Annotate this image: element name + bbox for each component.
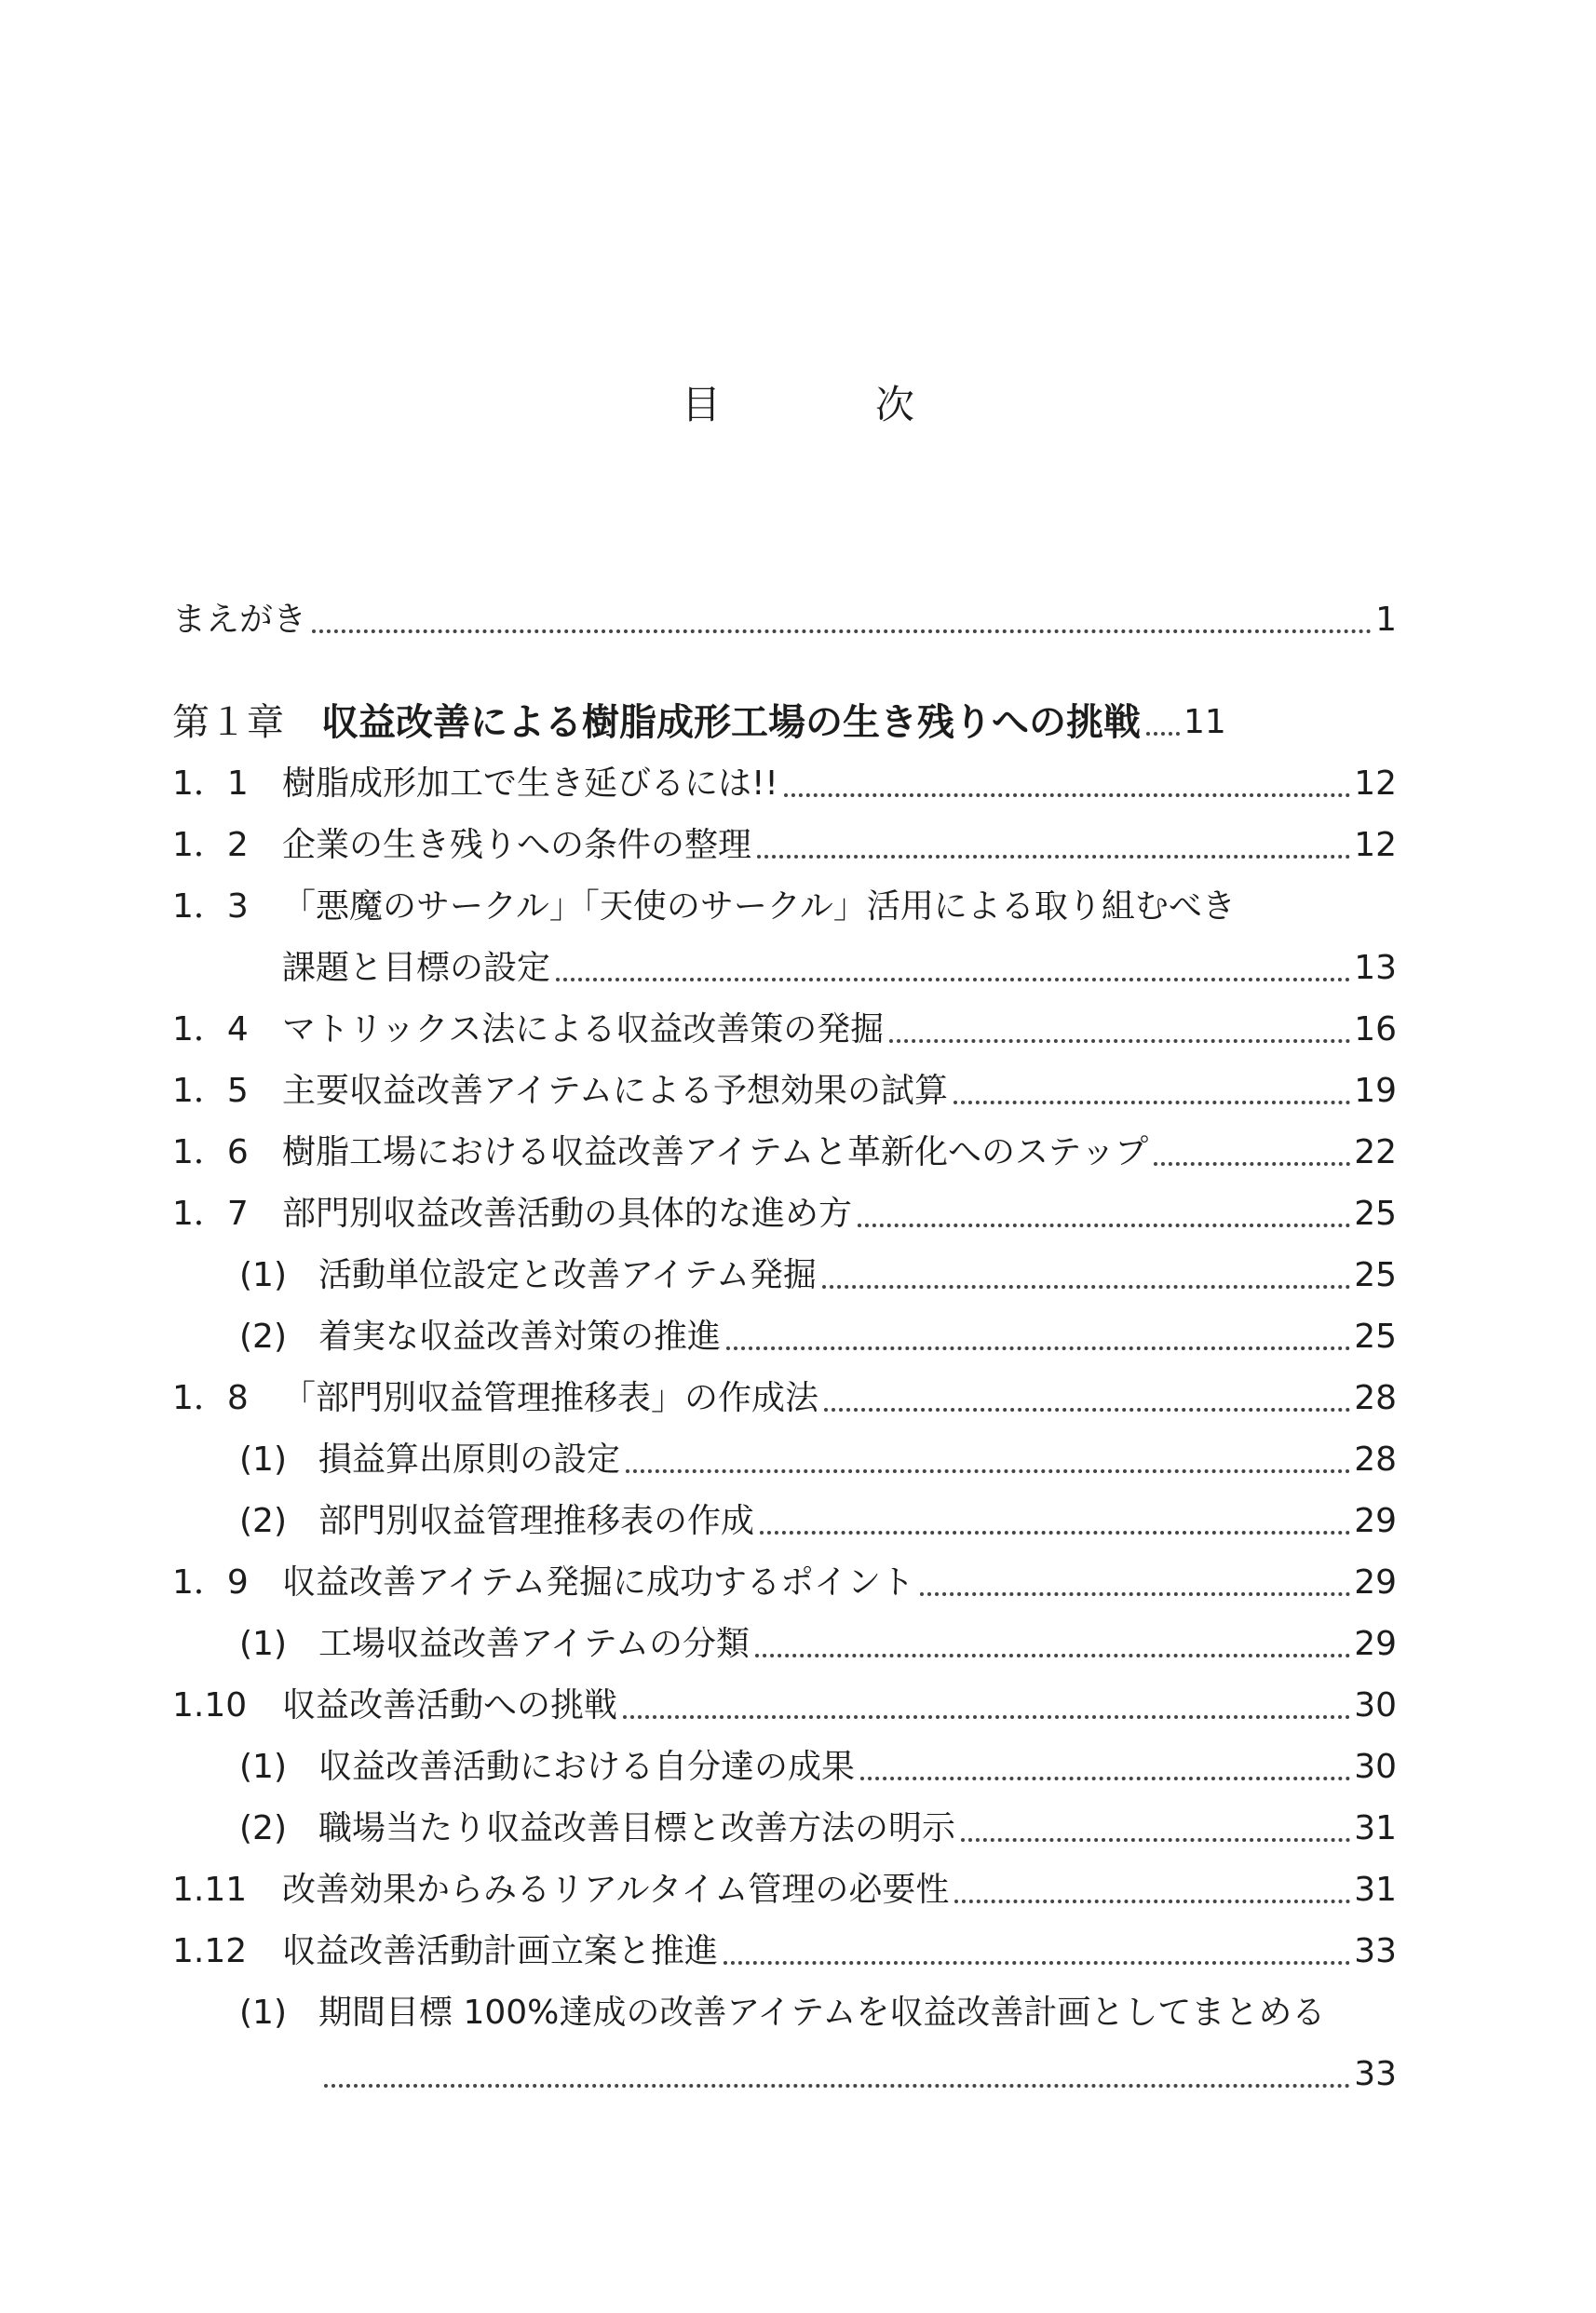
chapter-title: 収益改善による樹脂成形工場の生き残りへの挑戦 [321, 701, 1141, 744]
toc-entry[interactable] [172, 1052, 1397, 1114]
toc-page-number: 33 [1354, 2055, 1397, 2093]
toc-section-number: (2) [239, 1318, 287, 1356]
toc-entry[interactable] [172, 1175, 1397, 1237]
toc-page-number: 31 [1354, 1871, 1397, 1909]
toc-section-number: 1．7 [172, 1195, 249, 1233]
page-title: 目 次 [681, 382, 972, 427]
toc-entry-text: 活動単位設定と改善アイテム発掘 [318, 1256, 817, 1294]
toc-section-number: 1.12 [172, 1932, 248, 1970]
dot-leader [822, 1244, 1350, 1289]
toc-entry-text: 樹脂成形加工で生き延びるには!! [282, 764, 778, 803]
toc-section-number: 1．5 [172, 1072, 249, 1110]
toc-entry[interactable] [172, 1544, 1397, 1605]
dot-leader [623, 1674, 1350, 1719]
toc-page-number: 29 [1354, 1502, 1397, 1540]
dot-leader [1146, 691, 1180, 736]
toc-section-number: 1．1 [172, 764, 249, 803]
toc-entry[interactable] [172, 1851, 1397, 1913]
toc-entry[interactable] [172, 991, 1397, 1052]
toc-entry[interactable] [172, 1237, 1397, 1298]
toc-page-number: 12 [1354, 764, 1397, 803]
toc-section-number: 1．9 [172, 1563, 249, 1602]
dot-leader [784, 752, 1350, 797]
toc-section-number: 1.11 [172, 1871, 248, 1909]
toc-page-number: 12 [1354, 826, 1397, 864]
toc-entry[interactable] [172, 1790, 1397, 1851]
toc-entry-text: 収益改善活動における自分達の成果 [318, 1748, 856, 1786]
toc-section-number: 1．8 [172, 1379, 249, 1417]
toc-page-number: 30 [1354, 1686, 1397, 1725]
toc-entry-text: 部門別収益改善活動の具体的な進め方 [282, 1195, 853, 1233]
toc-entry[interactable] [172, 806, 1397, 868]
dot-leader [920, 1551, 1350, 1596]
toc-page-number: 28 [1354, 1379, 1397, 1417]
toc-entry-text: 部門別収益管理推移表の作成 [318, 1502, 755, 1540]
toc-page-number: 25 [1354, 1318, 1397, 1356]
dot-leader [824, 1367, 1350, 1412]
toc-entry[interactable] [172, 745, 1397, 806]
toc-entry[interactable] [172, 1482, 1397, 1544]
toc-page-number: 30 [1354, 1748, 1397, 1786]
toc-entry-preface[interactable] [172, 568, 1397, 642]
dot-leader [726, 1305, 1350, 1350]
toc-entry[interactable] [172, 868, 1397, 929]
toc-section-number: (2) [239, 1502, 287, 1540]
toc-page-number: 11 [1183, 703, 1226, 741]
toc-entry-text: 期間目標 100%達成の改善アイテムを収益改善計画としてまとめる [318, 1994, 1326, 2032]
toc-page-number: 31 [1354, 1809, 1397, 1847]
toc-entry[interactable] [172, 2036, 1397, 2097]
toc-entry[interactable] [172, 929, 1397, 991]
toc-section-number: (1) [239, 1625, 287, 1663]
dot-leader [954, 1060, 1350, 1104]
toc-section-number: 1.10 [172, 1686, 248, 1725]
toc-entry-text: 損益算出原則の設定 [318, 1441, 621, 1479]
toc-entry-text: 企業の生き残りへの条件の整理 [282, 826, 752, 864]
toc-entry-text: 職場当たり収益改善目標と改善方法の明示 [318, 1809, 956, 1847]
toc-page-number: 29 [1354, 1563, 1397, 1602]
dot-leader [312, 588, 1372, 633]
dot-leader [954, 1859, 1350, 1903]
toc-entry[interactable] [172, 1421, 1397, 1482]
toc-page-number: 16 [1354, 1010, 1397, 1048]
toc-section-number: 1．3 [172, 887, 249, 926]
toc-entry-text: マトリックス法による収益改善策の発掘 [282, 1010, 885, 1048]
toc-entry-text: 収益改善活動への挑戦 [282, 1686, 618, 1725]
toc-entry-text: 課題と目標の設定 [282, 949, 551, 987]
dot-leader [324, 2043, 1350, 2088]
toc-section-number: (1) [239, 1441, 287, 1479]
toc-entry-chapter-1[interactable] [172, 642, 1397, 745]
toc-entry[interactable] [172, 1728, 1397, 1790]
toc-entry[interactable] [172, 1359, 1397, 1421]
dot-leader [860, 1736, 1350, 1780]
toc-page-number: 33 [1354, 1932, 1397, 1970]
dot-leader [858, 1183, 1350, 1227]
toc-section-number: (1) [239, 1256, 287, 1294]
toc-entry-text: 「部門別収益管理推移表」の作成法 [282, 1379, 819, 1417]
toc-page-number: 19 [1354, 1072, 1397, 1110]
chapter-heading [172, 700, 1141, 745]
toc-entry-text: 着実な収益改善対策の推進 [318, 1318, 722, 1356]
toc-entry[interactable] [172, 1974, 1397, 2036]
toc-entry[interactable] [172, 1667, 1397, 1728]
toc-page-number: 29 [1354, 1625, 1397, 1663]
toc-entry-text: 改善効果からみるリアルタイム管理の必要性 [282, 1871, 950, 1909]
dot-leader [961, 1797, 1350, 1842]
dot-leader [755, 1613, 1350, 1657]
toc-entry-text: まえがき [172, 601, 307, 639]
toc-entry-text: 主要収益改善アイテムによる予想効果の試算 [282, 1072, 948, 1110]
toc-page-number: 1 [1375, 601, 1397, 639]
chapter-label: 第１章 [172, 701, 284, 744]
dot-leader [760, 1490, 1350, 1535]
toc-section-number: (1) [239, 1748, 287, 1786]
table-of-contents [172, 568, 1397, 2097]
toc-section-number: (1) [239, 1994, 287, 2032]
toc-page-number: 22 [1354, 1133, 1397, 1171]
toc-entry[interactable] [172, 1298, 1397, 1359]
toc-entry[interactable] [172, 1114, 1397, 1175]
dot-leader [889, 998, 1350, 1043]
dot-leader [724, 1920, 1350, 1965]
toc-entry-text: 樹脂工場における収益改善アイテムと革新化へのステップ [282, 1133, 1149, 1171]
toc-entry[interactable] [172, 1913, 1397, 1974]
dot-leader [626, 1428, 1350, 1473]
toc-entry-text: 工場収益改善アイテムの分類 [318, 1625, 750, 1663]
dot-leader [757, 814, 1350, 859]
toc-entry-text: 収益改善活動計画立案と推進 [282, 1932, 719, 1970]
toc-section-number: 1．6 [172, 1133, 249, 1171]
toc-page-number: 25 [1354, 1195, 1397, 1233]
toc-section-number: 1．4 [172, 1010, 249, 1048]
toc-entry-text: 収益改善アイテム発掘に成功するポイント [282, 1563, 914, 1602]
dot-leader [1154, 1121, 1350, 1166]
toc-page-number: 25 [1354, 1256, 1397, 1294]
toc-section-number: 1．2 [172, 826, 249, 864]
toc-entry-text: 「悪魔のサークル」「天使のサークル」活用による取り組むべき [282, 887, 1236, 926]
toc-section-number: (2) [239, 1809, 287, 1847]
toc-entry[interactable] [172, 1605, 1397, 1667]
toc-page-number: 13 [1354, 949, 1397, 987]
dot-leader [556, 937, 1350, 981]
toc-page-number: 28 [1354, 1441, 1397, 1479]
